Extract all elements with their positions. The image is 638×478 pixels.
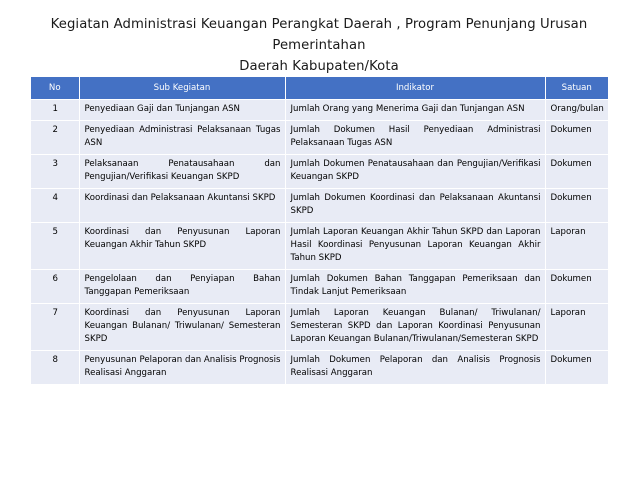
table-row xyxy=(31,155,608,189)
cell-satuan: Dokumen xyxy=(545,270,608,304)
cell-satuan: Dokumen xyxy=(545,189,608,223)
cell-indikator: Jumlah Laporan Keuangan Akhir Tahun SKPD dan Laporan Hasil Koordinasi Penyusunan Laporan Keuangan Akhir Tahun SKPD xyxy=(285,223,545,270)
cell-indikator: Jumlah Dokumen Penatausahaan dan Pengujian/Verifikasi Keuangan SKPD xyxy=(285,155,545,189)
title-line-1: Kegiatan Administrasi Keuangan Perangkat Daerah , Program Penunjang Urusan Pemerintahan xyxy=(50,17,588,53)
page-title xyxy=(20,14,618,77)
cell-satuan: Laporan xyxy=(545,304,608,351)
cell-no: 6 xyxy=(31,270,79,304)
cell-satuan: Dokumen xyxy=(545,155,608,189)
cell-satuan: Laporan xyxy=(545,223,608,270)
cell-indikator: Jumlah Orang yang Menerima Gaji dan Tunjangan ASN xyxy=(285,100,545,121)
cell-no: 3 xyxy=(31,155,79,189)
header-no: No xyxy=(31,77,79,100)
header-satuan: Satuan xyxy=(545,77,608,100)
cell-no: 4 xyxy=(31,189,79,223)
table-row xyxy=(31,223,608,270)
cell-sub-kegiatan: Pelaksanaan Penatausahaan dan Pengujian/Verifikasi Keuangan SKPD xyxy=(79,155,285,189)
table-header-row xyxy=(31,77,608,100)
indicator-table xyxy=(31,77,608,384)
cell-indikator: Jumlah Dokumen Bahan Tanggapan Pemeriksaan dan Tindak Lanjut Pemeriksaan xyxy=(285,270,545,304)
cell-satuan: Orang/bulan xyxy=(545,100,608,121)
cell-no: 2 xyxy=(31,121,79,155)
table-row xyxy=(31,189,608,223)
cell-satuan: Dokumen xyxy=(545,121,608,155)
cell-sub-kegiatan: Koordinasi dan Pelaksanaan Akuntansi SKPD xyxy=(79,189,285,223)
cell-indikator: Jumlah Dokumen Hasil Penyediaan Administrasi Pelaksanaan Tugas ASN xyxy=(285,121,545,155)
cell-sub-kegiatan: Pengelolaan dan Penyiapan Bahan Tanggapan Pemeriksaan xyxy=(79,270,285,304)
cell-satuan: Dokumen xyxy=(545,351,608,385)
cell-no: 5 xyxy=(31,223,79,270)
cell-sub-kegiatan: Penyediaan Administrasi Pelaksanaan Tugas ASN xyxy=(79,121,285,155)
header-sub-kegiatan: Sub Kegiatan xyxy=(79,77,285,100)
cell-sub-kegiatan: Koordinasi dan Penyusunan Laporan Keuangan Bulanan/ Triwulanan/ Semesteran SKPD xyxy=(79,304,285,351)
cell-sub-kegiatan: Penyusunan Pelaporan dan Analisis Prognosis Realisasi Anggaran xyxy=(79,351,285,385)
cell-sub-kegiatan: Penyediaan Gaji dan Tunjangan ASN xyxy=(79,100,285,121)
cell-indikator: Jumlah Laporan Keuangan Bulanan/ Triwulanan/ Semesteran SKPD dan Laporan Koordinasi Penyusunan Laporan Keuangan Bulanan/Triwulanan/Semesteran SKPD xyxy=(285,304,545,351)
cell-indikator: Jumlah Dokumen Pelaporan dan Analisis Prognosis Realisasi Anggaran xyxy=(285,351,545,385)
cell-no: 1 xyxy=(31,100,79,121)
table-row xyxy=(31,100,608,121)
cell-no: 8 xyxy=(31,351,79,385)
header-indikator: Indikator xyxy=(285,77,545,100)
table-row xyxy=(31,121,608,155)
table-row xyxy=(31,304,608,351)
title-line-2: Daerah Kabupaten/Kota xyxy=(239,59,399,74)
cell-indikator: Jumlah Dokumen Koordinasi dan Pelaksanaan Akuntansi SKPD xyxy=(285,189,545,223)
table-row xyxy=(31,351,608,385)
table-row xyxy=(31,270,608,304)
cell-sub-kegiatan: Koordinasi dan Penyusunan Laporan Keuangan Akhir Tahun SKPD xyxy=(79,223,285,270)
cell-no: 7 xyxy=(31,304,79,351)
